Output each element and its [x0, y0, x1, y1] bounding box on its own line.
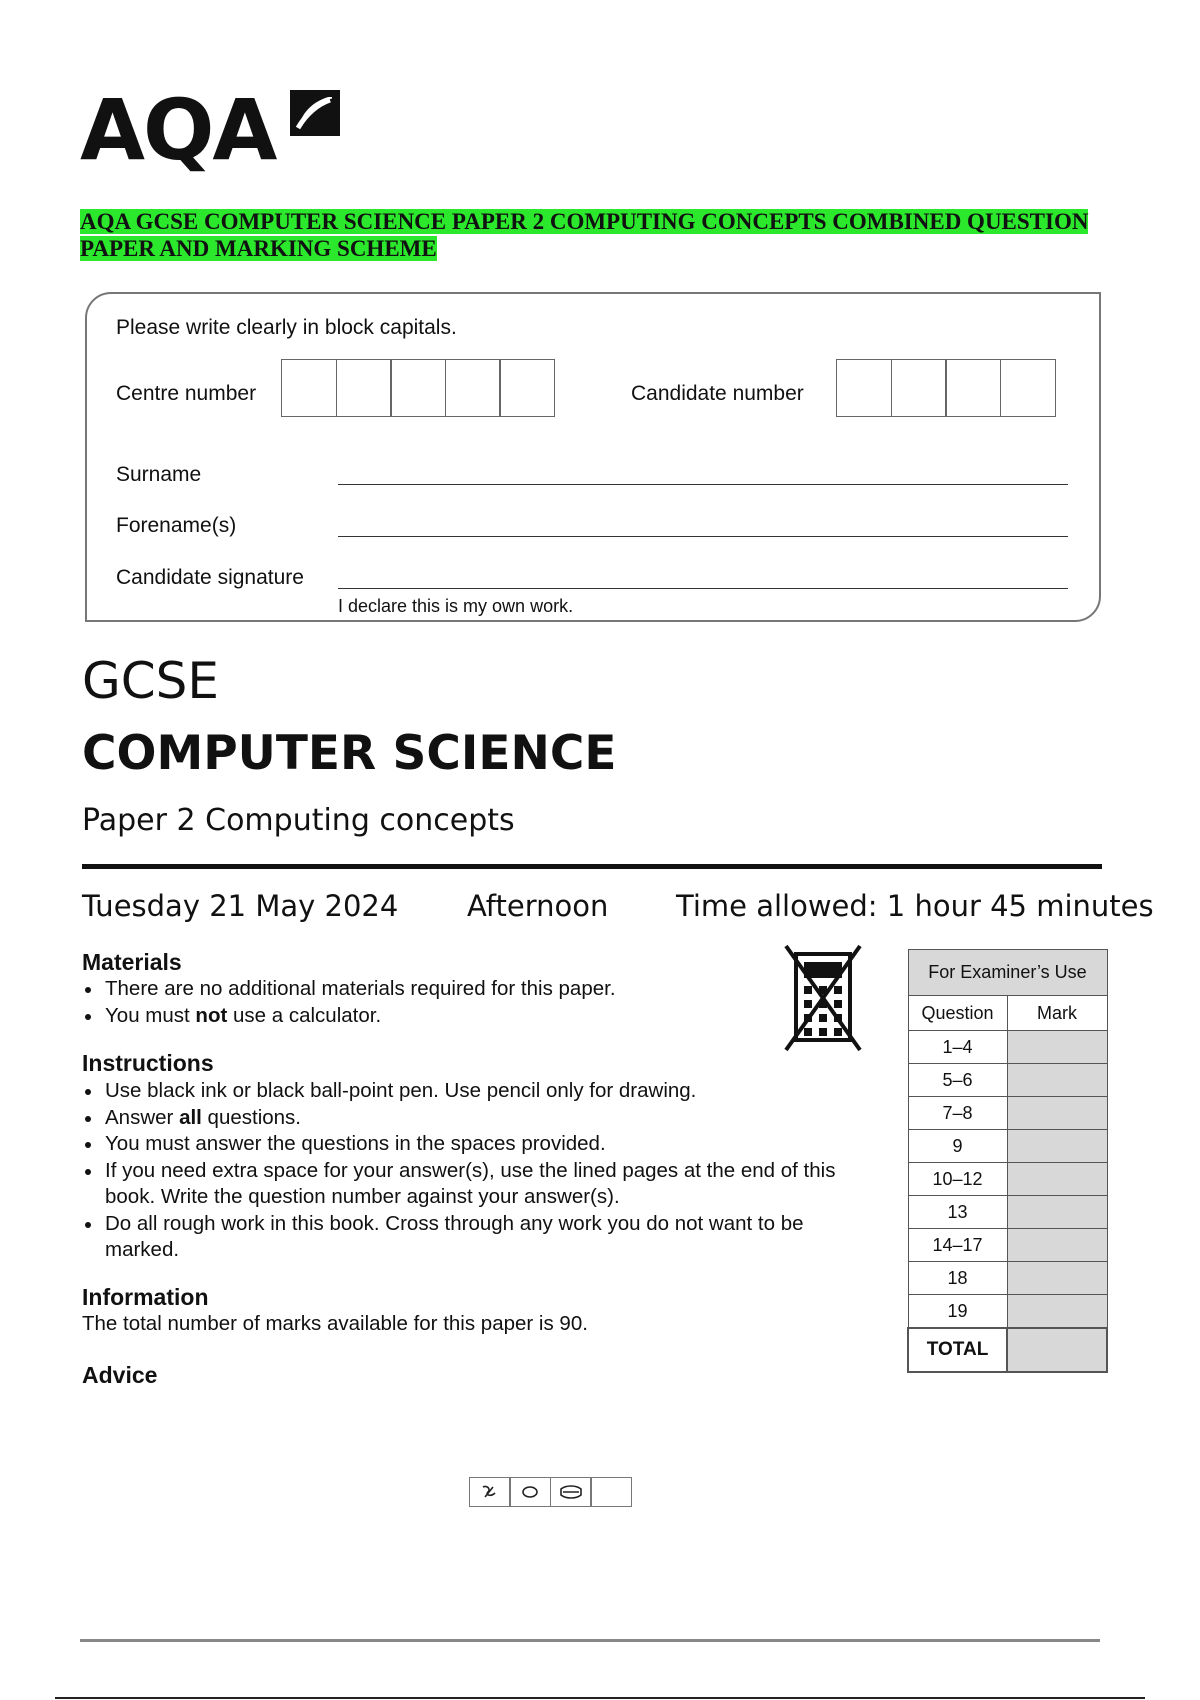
paper-title: Paper 2 Computing concepts — [82, 803, 515, 838]
aqa-leaf-icon — [284, 82, 344, 142]
signature-field[interactable] — [338, 588, 1068, 589]
candidate-digit-box[interactable] — [945, 359, 1001, 417]
centre-digit-box[interactable] — [499, 359, 555, 417]
mark-cell — [1007, 1064, 1107, 1097]
mark-column-header: Mark — [1007, 996, 1107, 1031]
subject-title: COMPUTER SCIENCE — [82, 726, 617, 781]
block-capitals-instruction: Please write clearly in block capitals. — [116, 316, 457, 339]
list-item: If you need extra space for your answer(s), use the lined pages at the end of this book. Write the question number against your answer(s). — [82, 1158, 885, 1211]
table-row: 1–4 — [908, 1031, 1107, 1064]
table-row: 7–8 — [908, 1097, 1107, 1130]
mark-cell — [1007, 1097, 1107, 1130]
candidate-digit-box[interactable] — [1000, 359, 1056, 417]
surname-label: Surname — [116, 463, 202, 486]
page-edge-divider — [55, 1697, 1145, 1699]
highlighted-paper-title-text: AQA GCSE COMPUTER SCIENCE PAPER 2 COMPUTING CONCEPTS COMBINED QUESTION PAPER AND MARKING SCHEME — [80, 209, 1089, 261]
table-row: 13 — [908, 1196, 1107, 1229]
centre-number-boxes[interactable] — [281, 359, 555, 417]
mark-cell — [1007, 1262, 1107, 1295]
exam-session: Afternoon — [467, 889, 609, 923]
exam-date: Tuesday 21 May 2024 — [82, 889, 399, 923]
candidate-number-boxes[interactable] — [836, 359, 1056, 417]
no-calculator-icon — [782, 942, 864, 1054]
signature-label: Candidate signature — [116, 566, 304, 589]
mark-cell — [1007, 1196, 1107, 1229]
qualification-level: GCSE — [82, 652, 219, 710]
forename-label: Forename(s) — [116, 514, 237, 537]
mark-cell — [1007, 1031, 1107, 1064]
table-row: 19 — [908, 1295, 1107, 1329]
table-row: 5–6 — [908, 1064, 1107, 1097]
instructions-list — [82, 1078, 882, 1264]
list-item: Do all rough work in this book. Cross through any work you do not want to be marked. — [82, 1211, 835, 1264]
paper-code-boxes — [470, 1477, 632, 1507]
declaration-text: I declare this is my own work. — [338, 596, 574, 616]
instructions-heading: Instructions — [82, 1050, 214, 1076]
surname-field[interactable] — [338, 484, 1068, 485]
title-divider — [82, 864, 1102, 869]
list-item: There are no additional materials required for this paper. — [82, 976, 882, 1003]
materials-list — [82, 976, 882, 1029]
highlighted-paper-title — [80, 208, 1160, 262]
mark-cell — [1007, 1295, 1107, 1329]
list-item: Answer all questions. — [82, 1105, 882, 1132]
mark-cell — [1007, 1229, 1107, 1262]
question-column-header: Question — [908, 996, 1007, 1031]
centre-digit-box[interactable] — [281, 359, 337, 417]
code-glyph-icon — [509, 1477, 551, 1507]
table-row: 14–17 — [908, 1229, 1107, 1262]
aqa-logo-text: AQA — [80, 81, 276, 179]
table-row: 9 — [908, 1130, 1107, 1163]
total-label: TOTAL — [908, 1328, 1007, 1372]
list-item: You must not use a calculator. — [82, 1003, 882, 1030]
information-heading: Information — [82, 1284, 209, 1310]
centre-digit-box[interactable] — [390, 359, 446, 417]
list-item: Use black ink or black ball-point pen. Use pencil only for drawing. — [82, 1078, 882, 1105]
materials-heading: Materials — [82, 949, 182, 975]
mark-cell — [1007, 1130, 1107, 1163]
advice-heading: Advice — [82, 1362, 158, 1388]
candidate-number-label: Candidate number — [631, 382, 804, 405]
empty-code-box — [590, 1477, 632, 1507]
forename-field[interactable] — [338, 536, 1068, 537]
mark-cell — [1007, 1163, 1107, 1196]
total-row — [908, 1328, 1107, 1372]
table-row: 18 — [908, 1262, 1107, 1295]
time-allowed: Time allowed: 1 hour 45 minutes — [676, 889, 1154, 923]
candidate-digit-box[interactable] — [891, 359, 947, 417]
code-glyph-icon — [550, 1477, 592, 1507]
examiner-use-table — [907, 949, 1108, 1373]
table-row: 10–12 — [908, 1163, 1107, 1196]
centre-number-label: Centre number — [116, 382, 257, 405]
information-text: The total number of marks available for this paper is 90. — [82, 1312, 588, 1335]
centre-digit-box[interactable] — [336, 359, 392, 417]
footer-divider — [80, 1639, 1100, 1642]
list-item: You must answer the questions in the spaces provided. — [82, 1131, 882, 1158]
centre-digit-box[interactable] — [445, 359, 501, 417]
candidate-digit-box[interactable] — [836, 359, 892, 417]
code-glyph-icon — [469, 1477, 511, 1507]
examiner-table-title: For Examiner’s Use — [908, 950, 1107, 996]
total-mark-cell — [1007, 1328, 1107, 1372]
aqa-logo — [80, 82, 350, 182]
